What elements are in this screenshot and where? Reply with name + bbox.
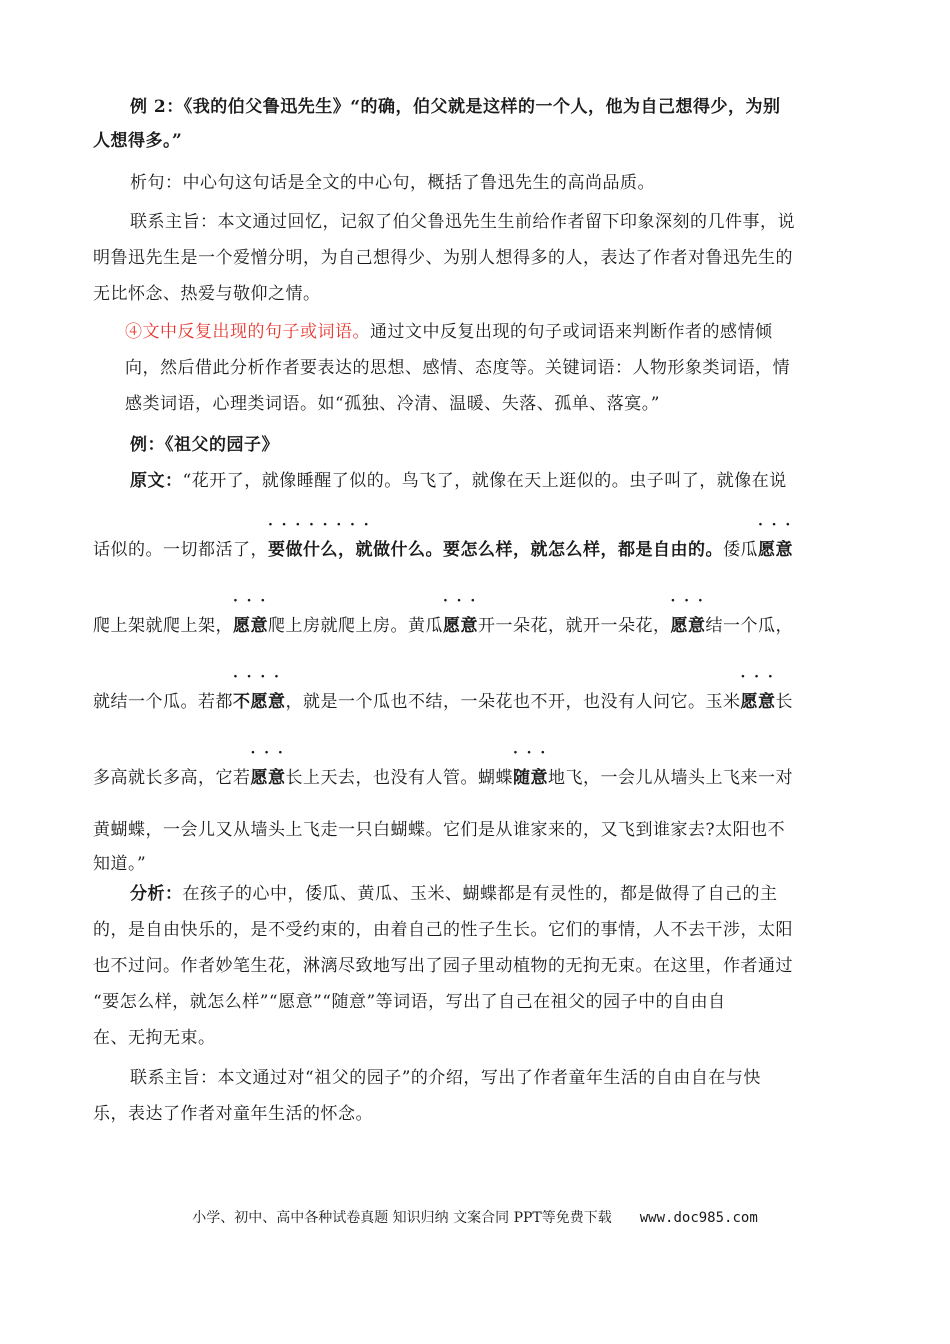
theme-link-1: 联系主旨：本文通过回忆，记叙了伯父鲁迅先生生前给作者留下印象深刻的几件事，说 明鲁迅先生是一个爱憎分明，为自己想得少、为别人想得多的人，表达了作者对鲁迅先生的 无比怀念、热爱与敬仰之情。 (93, 212, 795, 304)
method-4-title: ④文中反复出现的句子或词语。 (125, 322, 370, 342)
example-2 (93, 92, 863, 151)
emphasized-word: · · · 愿意 (741, 687, 776, 712)
emphasized-word: · · · 不愿意 (233, 687, 286, 712)
analysis-2: 分析：在孩子的心中，倭瓜、黄瓜、玉米、蝴蝶都是有灵性的，都是做得了自己的主 的，是自由快乐的，是不受约束的，由着自己的性子生长。它们的事情，人不去干涉，太阳 也不过问。作者妙笔生花，淋漓尽致地写出了园子里动植物的无拘无束。在这里，作者通过 “要怎么样，就怎么样”“愿意”“随意”等词语，写出了自己在祖父的园子中的自由自 在、无拘无束。 (93, 884, 793, 1048)
footer-link[interactable]: www.doc985.com (639, 1210, 758, 1226)
emphasized-word: · · · 愿意 (233, 611, 268, 636)
emphasized-word: · · · 愿意 (443, 611, 478, 636)
emphasized-word: · · · 愿意 (758, 535, 793, 560)
sentence-analysis: 析句：中心句这句话是全文的中心句，概括了鲁迅先生的高尚品质。 (130, 173, 655, 193)
example-2-label: 例 2： (130, 97, 184, 117)
original-label: 原文： (130, 471, 183, 491)
analysis-label: 分析： (130, 884, 183, 904)
example-2-quote: 《我的伯父鲁迅先生》“的确，伯父就是这样的一个人，他为自己想得少，为别 (183, 97, 781, 117)
example-title: 例：《祖父的园子》 (130, 435, 279, 455)
emphasized-word: · · · 愿意 (251, 763, 286, 788)
emphasized-word: · · · 随意 (513, 763, 548, 788)
page-footer (0, 1207, 950, 1227)
method-4: ④文中反复出现的句子或词语。通过文中反复出现的句子或词语来判断作者的感情倾 向，然后借此分析作者要表达的思想、感情、态度等。关键词语：人物形象类词语，情 感类词语，心理类词语。如“孤独、冷清、温暖、失落、孤单、落寞。” (125, 322, 790, 414)
example-2-quote-end: 人想得多。” (93, 131, 183, 151)
original-text: 原文：“花开了，就像睡醒了似的。鸟飞了，就像在天上逛似的。虫子叫了，就像在说 话似的。一切都活了，· · · 要做什么，就做什么。要怎么样，就怎么样，都是自由的。倭瓜· · · 愿意 爬上架就爬上架，· · · 愿意爬上房就爬上房。黄瓜· · · 愿意开一朵花，就开一朵花，· · · 愿意结一个瓜， 就结一个瓜。若都· · · 不愿意，就是一个瓜也不结，一朵花也不开，也没有人问它。玉米· · · 愿意长 多高就长多高，它若· · · 愿意长上天去，也没有人管。蝴蝶· · · 随意地飞，一会儿从墙头上飞来一对 黄蝴蝶，一会儿又从墙头上飞走一只白蝴蝶。它们是从谁家来的，又飞到谁家去?太阳也不 知道。” (93, 466, 863, 874)
emphasized-word: · · · 愿意 (671, 611, 706, 636)
theme-link-2: 联系主旨：本文通过对“祖父的园子”的介绍，写出了作者童年生活的自由自在与快 乐，表达了作者对童年生活的怀念。 (93, 1068, 761, 1124)
footer-text: 小学、初中、高中各种试卷真题 知识归纳 文案合同 PPT等免费下载 (192, 1210, 612, 1226)
emphasized-phrase: · · · 要做什么，就做什么。要怎么样，就怎么样，都是自由的。 (268, 535, 723, 560)
